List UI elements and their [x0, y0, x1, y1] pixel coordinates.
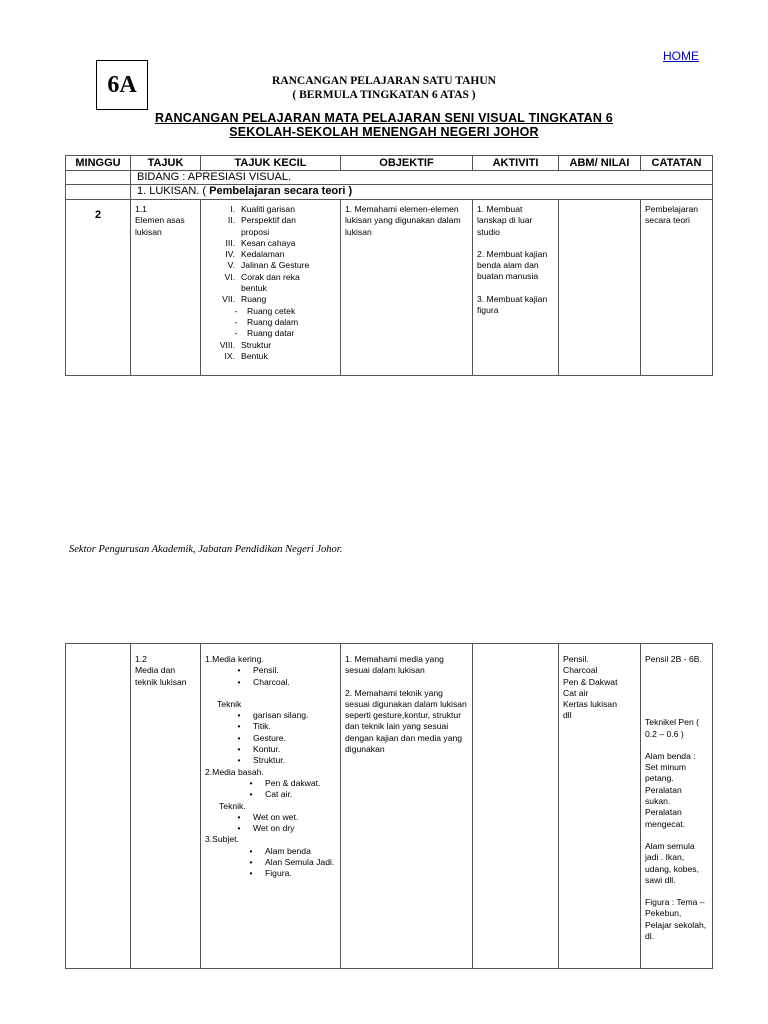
item-text: Cat air.	[265, 789, 293, 800]
bullet-icon: •	[237, 710, 241, 721]
footer-text: Sektor Pengurusan Akademik, Jabatan Pendidikan Negeri Johor.	[69, 544, 343, 555]
minggu-value	[66, 644, 131, 969]
item-text: Pen & dakwat.	[265, 777, 321, 788]
item-number: III.	[225, 237, 235, 248]
list-item	[201, 215, 340, 226]
list-item	[205, 778, 336, 789]
item-text: Ruang	[241, 294, 267, 305]
col-tajuk-kecil: TAJUK KECIL	[201, 156, 341, 171]
minggu-value: 2	[66, 200, 131, 376]
abm-cell	[559, 644, 641, 969]
bidang-label: BIDANG : APRESIASI VISUAL.	[131, 171, 713, 185]
bullet-icon: •	[237, 755, 241, 766]
bullet-icon: •	[237, 744, 241, 755]
table-row	[66, 644, 713, 969]
catatan-item: Alam semula jadi . Ikan, udang, kobes, sawi dll.	[645, 840, 699, 885]
col-objektif: OBJEKTIF	[341, 156, 473, 171]
bullet-icon: •	[249, 868, 253, 879]
item-text: Kesan cahaya	[241, 237, 296, 248]
abm-item: Charcoal	[563, 665, 598, 676]
col-catatan: CATATAN	[641, 156, 713, 171]
plan-table-1	[65, 155, 713, 376]
abm-item: Pensil.	[563, 654, 589, 664]
item-text: bentuk	[241, 283, 267, 294]
tajuk-kecil-cell	[201, 200, 341, 376]
lukisan-prefix: 1. LUKISAN. (	[137, 185, 207, 197]
bullet-icon: •	[237, 665, 241, 676]
abm-item: dll	[563, 710, 572, 721]
bullet-icon: •	[249, 857, 253, 868]
item-text: Perspektif dan	[241, 215, 296, 226]
list-item	[205, 812, 336, 823]
item-number: IV.	[225, 249, 235, 260]
tajuk-number: 1.1	[135, 204, 147, 214]
teknik-heading: Teknik	[217, 698, 242, 709]
item-text: Struktur	[241, 339, 272, 350]
bullet-icon: •	[249, 845, 253, 856]
item-text: Alam benda	[265, 845, 311, 856]
subjet-heading: 3.Subjet.	[205, 834, 239, 845]
item-number: VII.	[222, 294, 235, 305]
item-text: Corak dan reka	[241, 271, 300, 282]
col-abm-nilai: ABM/ NILAI	[559, 156, 641, 171]
list-item	[205, 733, 336, 744]
item-text: Titik.	[253, 721, 271, 732]
item-text: Kualiti garisan	[241, 204, 295, 214]
list-item	[205, 665, 336, 676]
plan-heading: RANCANGAN PELAJARAN SATU TAHUN	[272, 75, 496, 87]
aktiviti-item: 1. Membuat lanskap di luar studio	[477, 204, 533, 237]
catatan-cell	[641, 644, 713, 969]
objektif-item: 2. Memahami teknik yang sesuai digunakan dalam lukisan seperti gesture,kontur, struktur dan teknik lain yang sesuai dengan kajian dan media yang digunakan	[345, 687, 467, 755]
item-text: Ruang datar	[247, 328, 295, 339]
list-item	[205, 868, 336, 879]
tajuk-text: Elemen asas lukisan	[135, 215, 185, 237]
abm-cell	[559, 200, 641, 376]
catatan-item: Figura : Tema – Pekebun, Pelajar sekolah, dl.	[645, 897, 707, 942]
teknik-heading: Teknik.	[219, 800, 246, 811]
item-text: Pensil.	[253, 665, 279, 676]
item-text: Charcoal.	[253, 676, 290, 687]
bullet-icon: •	[249, 777, 253, 788]
level-box: 6A	[96, 60, 148, 110]
ruang-sub-item	[201, 306, 340, 317]
list-item	[201, 351, 340, 362]
home-link[interactable]: HOME	[663, 49, 699, 63]
item-number: IX.	[224, 350, 235, 361]
aktiviti-item: 2. Membuat kajian benda alam dan buatan manusia	[477, 248, 548, 282]
table-row	[66, 200, 713, 376]
list-item	[201, 283, 340, 294]
item-text: proposi	[241, 226, 270, 237]
abm-item: Cat air	[563, 687, 589, 698]
dash-icon: -	[234, 305, 238, 316]
lukisan-label	[131, 185, 713, 200]
list-item	[205, 857, 336, 868]
subject-title: RANCANGAN PELAJARAN MATA PELAJARAN SENI VISUAL TINGKATAN 6	[155, 111, 613, 125]
list-item	[201, 227, 340, 238]
item-text: Ruang cetek	[247, 305, 296, 316]
list-item	[205, 744, 336, 755]
catatan-cell: Pembelajaran secara teori	[641, 200, 713, 376]
bullet-icon: •	[237, 676, 241, 687]
school-title: SEKOLAH-SEKOLAH MENENGAH NEGERI JOHOR	[229, 125, 539, 139]
col-aktiviti: AKTIVITI	[473, 156, 559, 171]
list-item	[201, 238, 340, 249]
list-item	[205, 846, 336, 857]
tajuk-cell	[131, 644, 201, 969]
item-number: VI.	[224, 271, 235, 282]
dash-icon: -	[234, 328, 238, 339]
col-tajuk: TAJUK	[131, 156, 201, 171]
item-text: Gesture.	[253, 732, 286, 743]
tajuk-cell	[131, 200, 201, 376]
list-item	[205, 789, 336, 800]
item-text: Bentuk	[241, 350, 268, 361]
item-number: V.	[227, 260, 235, 271]
media-basah-heading: 2.Media basah.	[205, 766, 264, 777]
list-item	[205, 823, 336, 834]
item-text: Alan Semula Jadi.	[265, 857, 335, 868]
list-item	[205, 721, 336, 732]
blank-cell	[66, 185, 131, 200]
item-number: I.	[230, 204, 235, 214]
list-item	[201, 294, 340, 305]
aktiviti-cell	[473, 200, 559, 376]
abm-item: Pen & Dakwat	[563, 676, 618, 687]
item-number: VIII.	[219, 339, 235, 350]
tajuk-kecil-cell	[201, 644, 341, 969]
list-item	[201, 272, 340, 283]
aktiviti-cell	[473, 644, 559, 969]
item-text: Ruang dalam	[247, 316, 299, 327]
list-item	[205, 710, 336, 721]
list-item	[201, 340, 340, 351]
item-text: Struktur.	[253, 755, 285, 766]
tajuk-text: Media dan teknik lukisan	[135, 665, 187, 687]
catatan-item: Teknikel Pen ( 0.2 – 0.6 )	[645, 717, 699, 739]
item-text: Wet on dry	[253, 823, 295, 834]
media-kering-heading: 1.Media kering.	[205, 654, 264, 664]
objektif-cell: 1. Memahami elemen-elemen lukisan yang digunakan dalam lukisan	[341, 200, 473, 376]
objektif-item: 1. Memahami media yang sesuai dalam lukisan	[345, 654, 444, 676]
dash-icon: -	[234, 316, 238, 327]
plan-table-2	[65, 643, 713, 969]
item-text: Figura.	[265, 868, 292, 879]
ruang-sub-item	[201, 317, 340, 328]
item-number	[201, 227, 241, 238]
list-item	[205, 755, 336, 766]
blank-cell	[66, 171, 131, 185]
tajuk-number: 1.2	[135, 654, 147, 664]
ruang-sub-item	[201, 328, 340, 339]
bullet-icon: •	[237, 732, 241, 743]
bullet-icon: •	[237, 823, 241, 834]
aktiviti-item: 3. Membuat kajian figura	[477, 293, 548, 316]
list-item	[201, 260, 340, 271]
list-item	[201, 249, 340, 260]
lukisan-note: Pembelajaran secara teori )	[206, 185, 353, 197]
item-text: garisan silang.	[253, 710, 309, 721]
bullet-icon: •	[249, 789, 253, 800]
objektif-cell	[341, 644, 473, 969]
catatan-item: Pensil 2B - 6B.	[645, 654, 702, 664]
abm-item: Kertas lukisan	[563, 699, 617, 710]
bullet-icon: •	[237, 811, 241, 822]
list-item	[205, 677, 336, 688]
item-text: Jalinan & Gesture	[241, 260, 310, 271]
item-number: II.	[227, 215, 235, 226]
item-text: Kontur.	[253, 744, 281, 755]
list-item	[201, 204, 340, 215]
item-text: Wet on wet.	[253, 811, 299, 822]
item-number	[201, 283, 241, 294]
bullet-icon: •	[237, 721, 241, 732]
plan-subheading: ( BERMULA TINGKATAN 6 ATAS )	[292, 89, 476, 101]
catatan-item: Alam benda : Set minum petang. Peralatan sukan. Peralatan mengecat.	[645, 750, 696, 829]
item-text: Kedalaman	[241, 249, 285, 260]
col-minggu: MINGGU	[66, 156, 131, 171]
table-header-row	[66, 156, 713, 171]
